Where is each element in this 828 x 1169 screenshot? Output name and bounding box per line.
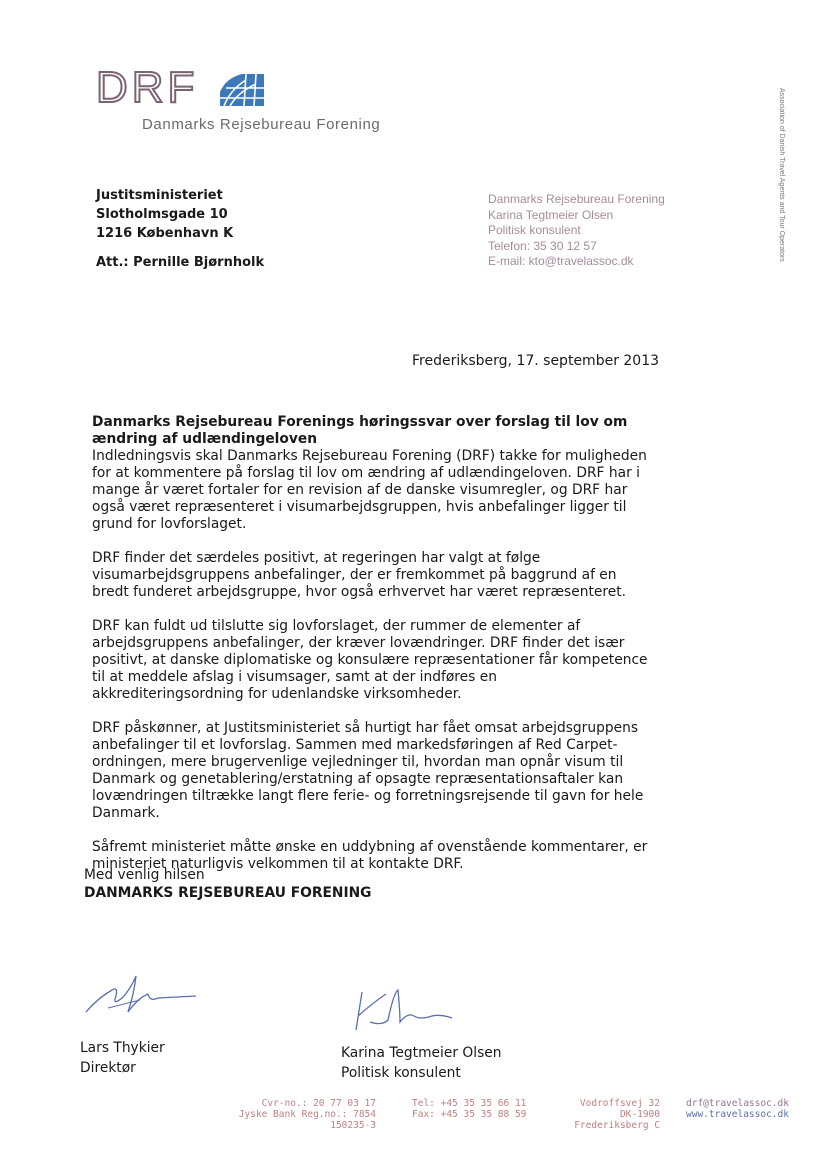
- body-paragraph: DRF finder det særdeles positivt, at regeringen har valgt at følge visumarbejdsgruppens anbefalinger, der er fremkommet på baggrund af en bredt funderet arbejdsgruppe, hvor også erhvervet har været repræsenteret.: [92, 550, 627, 600]
- closing-org: DANMARKS REJSEBUREAU FORENING: [84, 885, 372, 901]
- attention-line: Att.: Pernille Bjørnholk: [96, 255, 265, 270]
- footer-tel: Tel: +45 35 35 66 11: [412, 1098, 527, 1109]
- footer-bank: Jyske Bank Reg.no.: 7854 150235-3: [238, 1109, 376, 1131]
- footer-phone-fax: [412, 1098, 526, 1120]
- letter-date: Frederiksberg, 17. september 2013: [412, 353, 660, 369]
- footer-city: DK-1900 Frederiksberg C: [574, 1109, 660, 1131]
- signer-lars: [80, 1038, 165, 1078]
- signer-title: Politisk konsulent: [341, 1065, 461, 1081]
- signer-title: Direktør: [80, 1060, 136, 1076]
- body-paragraph: Indledningsvis skal Danmarks Rejsebureau Forening (DRF) takke for muligheden for at kommentere på forslag til lov om ændring af udlændingeloven. DRF har i mange år været fortaler for en revision af de danske visumregler, og DRF har også været repræsenteret i visumarbejdsgruppen, hvis anbefalinger ligger til grund for lovforslaget.: [92, 448, 647, 532]
- body-paragraph: Såfremt ministeriet måtte ønske en uddybning af ovenstående kommentarer, er ministeriet naturligvis velkommen til at kontakte DRF.: [92, 839, 648, 872]
- signature-karina-tegtmeier-olsen: [348, 982, 458, 1038]
- sender-phone: Telefon: 35 30 12 57: [488, 238, 597, 253]
- recipient-address: [96, 186, 233, 243]
- footer-fax: Fax: +45 35 35 88 59: [412, 1109, 527, 1120]
- body-paragraph: DRF påskønner, at Justitsministeriet så hurtigt har fået omsat arbejdsgruppens anbefalinger til et lovforslag. Sammen med markedsføringen af Red Carpet-ordningen, mere brugervenlige vejledninger til, hvordan man opnår visum til Danmark og genetablering/erstatning af opsagte repræsentationsaftaler kan lovændringen tiltrække langt flere ferie- og forretningsrejsende til gavn for hele Danmark.: [92, 720, 644, 821]
- footer-address: [540, 1098, 660, 1131]
- closing-block: [84, 866, 371, 902]
- sender-name: Karina Tegtmeier Olsen: [488, 207, 614, 222]
- signer-karina: [341, 1043, 502, 1083]
- logo-org-name: Danmarks Rejsebureau Forening: [142, 116, 381, 133]
- globe-logo-icon: [216, 72, 266, 106]
- letter-body: [92, 414, 652, 890]
- letter-heading: Danmarks Rejsebureau Forenings høringssvar over forslag til lov om ændring af udlændingeloven: [92, 414, 628, 447]
- sender-email: E-mail: kto@travelassoc.dk: [488, 254, 634, 268]
- side-org-english-name: Association of Danish Travel Agents and Tour Operators: [778, 88, 785, 262]
- closing-greeting: Med venlig hilsen: [84, 867, 205, 883]
- footer-contact: [686, 1098, 789, 1120]
- signature-lars-thykier: [78, 968, 208, 1020]
- signer-name: Lars Thykier: [80, 1040, 165, 1056]
- drf-logo-text: DRF: [96, 63, 199, 112]
- footer-website[interactable]: www.travelassoc.dk: [686, 1109, 789, 1120]
- signer-name: Karina Tegtmeier Olsen: [341, 1045, 502, 1061]
- footer-street: Vodroffsvej 32: [579, 1098, 660, 1109]
- body-paragraph: DRF kan fuldt ud tilslutte sig lovforslaget, der rummer de elementer af arbejdsgruppens anbefalinger, der kræver lovændringer. DRF finder det især positivt, at danske diplomatiske og konsulære repræsentationer får kompetence til at meddele afslag i visumsager, samt at der indføres en akkrediteringsordning for udenlandske virksomheder.: [92, 618, 648, 702]
- recipient-line: Slotholmsgade 10: [96, 207, 228, 222]
- footer-cvr: Cvr-no.: 20 77 03 17: [261, 1098, 376, 1109]
- footer-registration: [198, 1098, 376, 1131]
- sender-org: Danmarks Rejsebureau Forening: [488, 192, 665, 206]
- sender-block: [488, 192, 665, 270]
- sender-title: Politisk konsulent: [488, 223, 581, 237]
- recipient-line: 1216 København K: [96, 226, 234, 241]
- footer-email[interactable]: drf@travelassoc.dk: [686, 1098, 789, 1109]
- recipient-line: Justitsministeriet: [96, 188, 223, 203]
